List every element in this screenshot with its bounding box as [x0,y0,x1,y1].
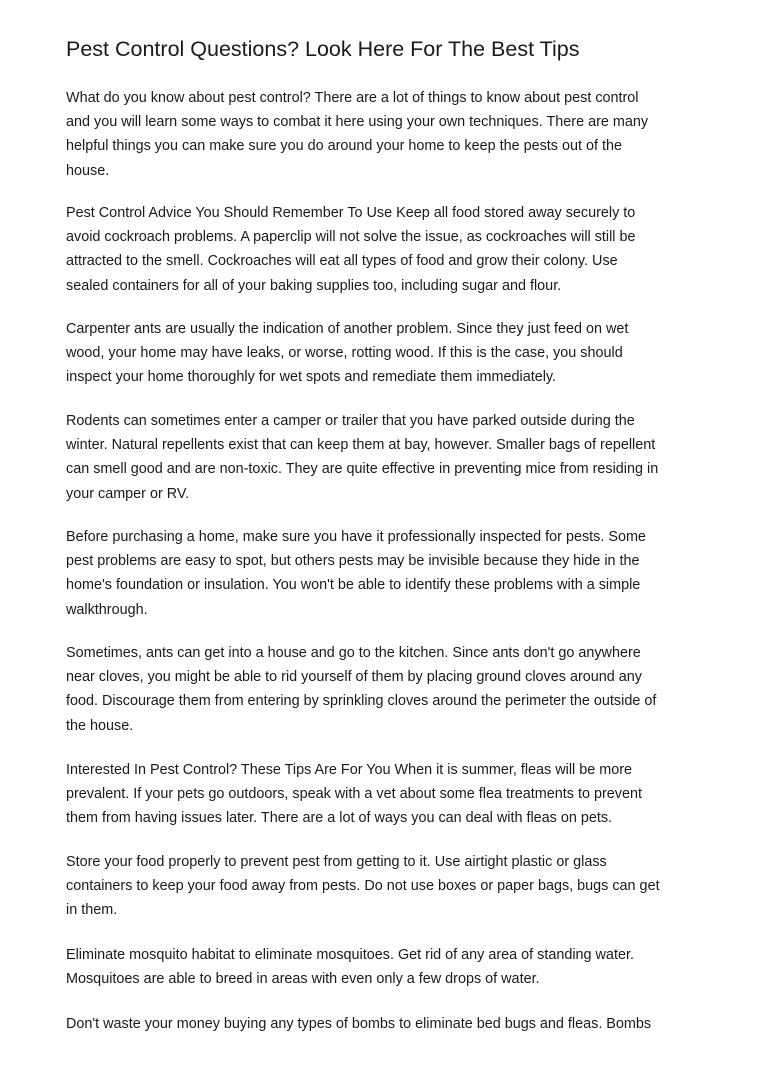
text-line: house. [66,162,110,179]
text-line: pest problems are easy to spot, but others pests may be invisible because they hide in the [66,553,640,570]
text-line: Eliminate mosquito habitat to eliminate mosquitoes. Get rid of any area of standing water. [66,947,634,963]
text-line: them from having issues later. There are a lot of ways you can deal with fleas on pets. [66,810,613,827]
text-line: attracted to the smell. Cockroaches will eat all types of food and grow their colony. Use [66,253,618,270]
text-line: avoid cockroach problems. A paperclip will not solve the issue, as cockroaches will still be [66,229,636,246]
text-line: and you will learn some ways to combat it here using your own techniques. There are many [66,114,649,131]
paragraph-cockroach [66,201,636,298]
text-line: near cloves, you might be able to rid yourself of them by placing ground cloves around any [66,669,642,686]
text-line: containers to keep your food away from pests. Do not use boxes or paper bags, bugs can get [66,878,660,895]
text-line: your camper or RV. [66,485,190,502]
text-line: Don't waste your money buying any types of bombs to eliminate bed bugs and fleas. Bombs [66,1016,652,1032]
text-line: winter. Natural repellents exist that can keep them at bay, however. Smaller bags of repellent [66,437,656,454]
paragraph-food-storage [66,850,660,923]
paragraph-ants-cloves [66,641,656,738]
text-line: Rodents can sometimes enter a camper or trailer that you have parked outside during the [66,413,635,429]
text-line: can smell good and are non-toxic. They are quite effective in preventing mice from residing in [66,461,659,478]
document-title: Pest Control Questions? Look Here For The Best Tips [66,37,580,61]
text-line: home's foundation or insulation. You won't be able to identify these problems with a simple [66,577,641,594]
paragraph-fleas [66,758,642,831]
text-line: food. Discourage them from entering by sprinkling cloves around the perimeter the outside of [66,693,657,710]
text-line: Carpenter ants are usually the indication of another problem. Since they just feed on wet [66,321,629,337]
paragraph-bombs [66,1012,651,1036]
text-line: prevalent. If your pets go outdoors, speak with a vet about some flea treatments to prevent [66,786,642,803]
text-line: helpful things you can make sure you do around your home to keep the pests out of the [66,138,622,155]
text-line: sealed containers for all of your baking supplies too, including sugar and flour. [66,277,562,294]
text-line: walkthrough. [66,601,148,618]
text-line: Pest Control Advice You Should Remember To Use Keep all food stored away securely to [66,205,636,221]
text-line: Before purchasing a home, make sure you have it professionally inspected for pests. Some [66,529,646,545]
text-line: wood, your home may have leaks, or worse, rotting wood. If this is the case, you should [66,345,623,362]
text-line: What do you know about pest control? There are a lot of things to know about pest control [66,90,639,106]
paragraph-carpenter-ants [66,317,628,390]
text-line: inspect your home thoroughly for wet spots and remediate them immediately. [66,369,557,386]
paragraph-mosquitoes [66,943,634,991]
paragraph-intro [66,86,648,183]
text-line: Sometimes, ants can get into a house and go to the kitchen. Since ants don't go anywhere [66,645,641,661]
text-line: Interested In Pest Control? These Tips Are For You When it is summer, fleas will be more [66,762,633,778]
text-line: in them. [66,902,118,919]
paragraph-home-inspection [66,525,646,622]
paragraph-rodents [66,409,658,506]
text-line: Mosquitoes are able to breed in areas with even only a few drops of water. [66,971,540,988]
text-line: the house. [66,717,134,734]
text-line: Store your food properly to prevent pest from getting to it. Use airtight plastic or glass [66,854,607,870]
